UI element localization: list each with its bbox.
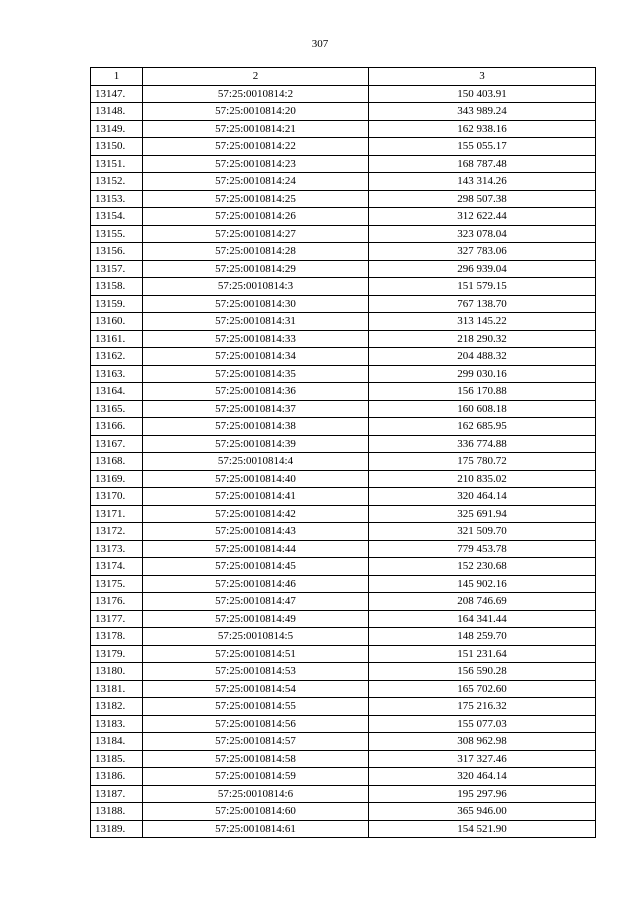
table-row: [91, 610, 596, 628]
cadastral-number-cell: 57:25:0010814:36: [143, 383, 369, 401]
row-number-cell: 13173.: [91, 540, 143, 558]
value-cell: 299 030.16: [369, 365, 596, 383]
value-cell: 313 145.22: [369, 313, 596, 331]
value-cell: 151 231.64: [369, 645, 596, 663]
table-body: [91, 85, 596, 838]
value-cell: 320 464.14: [369, 488, 596, 506]
table-row: [91, 260, 596, 278]
cadastral-number-cell: 57:25:0010814:46: [143, 575, 369, 593]
value-cell: 320 464.14: [369, 768, 596, 786]
table-row: [91, 85, 596, 103]
value-cell: 779 453.78: [369, 540, 596, 558]
row-number-cell: 13179.: [91, 645, 143, 663]
value-cell: 327 783.06: [369, 243, 596, 261]
table-row: [91, 593, 596, 611]
value-cell: 160 608.18: [369, 400, 596, 418]
table-row: [91, 680, 596, 698]
table-row: [91, 278, 596, 296]
cadastral-number-cell: 57:25:0010814:57: [143, 733, 369, 751]
row-number-cell: 13155.: [91, 225, 143, 243]
table-row: [91, 470, 596, 488]
cadastral-number-cell: 57:25:0010814:2: [143, 85, 369, 103]
row-number-cell: 13184.: [91, 733, 143, 751]
value-cell: 204 488.32: [369, 348, 596, 366]
table-row: [91, 313, 596, 331]
row-number-cell: 13165.: [91, 400, 143, 418]
value-cell: 143 314.26: [369, 173, 596, 191]
row-number-cell: 13188.: [91, 803, 143, 821]
table-row: [91, 768, 596, 786]
table-row: [91, 558, 596, 576]
cadastral-number-cell: 57:25:0010814:38: [143, 418, 369, 436]
row-number-cell: 13164.: [91, 383, 143, 401]
table-row: [91, 418, 596, 436]
row-number-cell: 13170.: [91, 488, 143, 506]
row-number-cell: 13172.: [91, 523, 143, 541]
table-row: [91, 488, 596, 506]
cadastral-number-cell: 57:25:0010814:44: [143, 540, 369, 558]
row-number-cell: 13183.: [91, 715, 143, 733]
row-number-cell: 13153.: [91, 190, 143, 208]
cadastral-number-cell: 57:25:0010814:58: [143, 750, 369, 768]
table-row: [91, 698, 596, 716]
row-number-cell: 13166.: [91, 418, 143, 436]
cadastral-number-cell: 57:25:0010814:40: [143, 470, 369, 488]
value-cell: 296 939.04: [369, 260, 596, 278]
row-number-cell: 13176.: [91, 593, 143, 611]
cadastral-number-cell: 57:25:0010814:5: [143, 628, 369, 646]
row-number-cell: 13187.: [91, 785, 143, 803]
cadastral-number-cell: 57:25:0010814:45: [143, 558, 369, 576]
table-row: [91, 173, 596, 191]
row-number-cell: 13162.: [91, 348, 143, 366]
value-cell: 321 509.70: [369, 523, 596, 541]
table-row: [91, 628, 596, 646]
row-number-cell: 13186.: [91, 768, 143, 786]
table-row: [91, 190, 596, 208]
cadastral-number-cell: 57:25:0010814:39: [143, 435, 369, 453]
row-number-cell: 13151.: [91, 155, 143, 173]
table-header-row: [91, 68, 596, 86]
value-cell: 323 078.04: [369, 225, 596, 243]
value-cell: 208 746.69: [369, 593, 596, 611]
table-row: [91, 383, 596, 401]
row-number-cell: 13159.: [91, 295, 143, 313]
table-header: [91, 68, 596, 86]
cadastral-number-cell: 57:25:0010814:47: [143, 593, 369, 611]
table-row: [91, 715, 596, 733]
row-number-cell: 13167.: [91, 435, 143, 453]
value-cell: 152 230.68: [369, 558, 596, 576]
row-number-cell: 13171.: [91, 505, 143, 523]
row-number-cell: 13169.: [91, 470, 143, 488]
table-row: [91, 663, 596, 681]
value-cell: 218 290.32: [369, 330, 596, 348]
cadastral-number-cell: 57:25:0010814:59: [143, 768, 369, 786]
table-row: [91, 155, 596, 173]
table-row: [91, 645, 596, 663]
table-row: [91, 750, 596, 768]
cadastral-number-cell: 57:25:0010814:61: [143, 820, 369, 838]
value-cell: 175 216.32: [369, 698, 596, 716]
row-number-cell: 13177.: [91, 610, 143, 628]
row-number-cell: 13154.: [91, 208, 143, 226]
data-table: [90, 67, 596, 838]
cadastral-number-cell: 57:25:0010814:51: [143, 645, 369, 663]
cadastral-number-cell: 57:25:0010814:60: [143, 803, 369, 821]
cadastral-number-cell: 57:25:0010814:31: [143, 313, 369, 331]
value-cell: 210 835.02: [369, 470, 596, 488]
column-header-1: 1: [91, 68, 143, 86]
cadastral-number-cell: 57:25:0010814:56: [143, 715, 369, 733]
row-number-cell: 13150.: [91, 138, 143, 156]
table-row: [91, 453, 596, 471]
table-row: [91, 330, 596, 348]
row-number-cell: 13161.: [91, 330, 143, 348]
value-cell: 308 962.98: [369, 733, 596, 751]
table-row: [91, 785, 596, 803]
row-number-cell: 13152.: [91, 173, 143, 191]
table-row: [91, 138, 596, 156]
cadastral-number-cell: 57:25:0010814:35: [143, 365, 369, 383]
cadastral-number-cell: 57:25:0010814:26: [143, 208, 369, 226]
cadastral-number-cell: 57:25:0010814:22: [143, 138, 369, 156]
table-row: [91, 820, 596, 838]
cadastral-number-cell: 57:25:0010814:29: [143, 260, 369, 278]
row-number-cell: 13189.: [91, 820, 143, 838]
row-number-cell: 13180.: [91, 663, 143, 681]
value-cell: 145 902.16: [369, 575, 596, 593]
cadastral-number-cell: 57:25:0010814:53: [143, 663, 369, 681]
row-number-cell: 13168.: [91, 453, 143, 471]
value-cell: 165 702.60: [369, 680, 596, 698]
cadastral-number-cell: 57:25:0010814:49: [143, 610, 369, 628]
cadastral-number-cell: 57:25:0010814:30: [143, 295, 369, 313]
value-cell: 154 521.90: [369, 820, 596, 838]
value-cell: 168 787.48: [369, 155, 596, 173]
value-cell: 150 403.91: [369, 85, 596, 103]
table-row: [91, 103, 596, 121]
value-cell: 175 780.72: [369, 453, 596, 471]
value-cell: 195 297.96: [369, 785, 596, 803]
cadastral-number-cell: 57:25:0010814:20: [143, 103, 369, 121]
value-cell: 156 590.28: [369, 663, 596, 681]
table-row: [91, 120, 596, 138]
table-row: [91, 733, 596, 751]
value-cell: 312 622.44: [369, 208, 596, 226]
table-row: [91, 208, 596, 226]
value-cell: 162 685.95: [369, 418, 596, 436]
value-cell: 343 989.24: [369, 103, 596, 121]
cadastral-number-cell: 57:25:0010814:43: [143, 523, 369, 541]
value-cell: 156 170.88: [369, 383, 596, 401]
column-header-2: 2: [143, 68, 369, 86]
table-row: [91, 435, 596, 453]
table-row: [91, 540, 596, 558]
cadastral-number-cell: 57:25:0010814:4: [143, 453, 369, 471]
cadastral-number-cell: 57:25:0010814:33: [143, 330, 369, 348]
value-cell: 155 055.17: [369, 138, 596, 156]
cadastral-number-cell: 57:25:0010814:54: [143, 680, 369, 698]
row-number-cell: 13147.: [91, 85, 143, 103]
cadastral-number-cell: 57:25:0010814:6: [143, 785, 369, 803]
cadastral-number-cell: 57:25:0010814:27: [143, 225, 369, 243]
value-cell: 298 507.38: [369, 190, 596, 208]
row-number-cell: 13160.: [91, 313, 143, 331]
cadastral-number-cell: 57:25:0010814:41: [143, 488, 369, 506]
cadastral-number-cell: 57:25:0010814:55: [143, 698, 369, 716]
row-number-cell: 13156.: [91, 243, 143, 261]
page-number: 307: [311, 38, 329, 50]
row-number-cell: 13148.: [91, 103, 143, 121]
cadastral-number-cell: 57:25:0010814:21: [143, 120, 369, 138]
cadastral-number-cell: 57:25:0010814:24: [143, 173, 369, 191]
cadastral-number-cell: 57:25:0010814:28: [143, 243, 369, 261]
table-row: [91, 575, 596, 593]
row-number-cell: 13181.: [91, 680, 143, 698]
cadastral-number-cell: 57:25:0010814:25: [143, 190, 369, 208]
value-cell: 164 341.44: [369, 610, 596, 628]
table-row: [91, 225, 596, 243]
row-number-cell: 13182.: [91, 698, 143, 716]
cadastral-number-cell: 57:25:0010814:34: [143, 348, 369, 366]
row-number-cell: 13175.: [91, 575, 143, 593]
table-row: [91, 523, 596, 541]
table-row: [91, 295, 596, 313]
row-number-cell: 13157.: [91, 260, 143, 278]
value-cell: 155 077.03: [369, 715, 596, 733]
cadastral-number-cell: 57:25:0010814:37: [143, 400, 369, 418]
table-row: [91, 505, 596, 523]
cadastral-number-cell: 57:25:0010814:3: [143, 278, 369, 296]
table-row: [91, 803, 596, 821]
value-cell: 151 579.15: [369, 278, 596, 296]
row-number-cell: 13178.: [91, 628, 143, 646]
row-number-cell: 13158.: [91, 278, 143, 296]
value-cell: 365 946.00: [369, 803, 596, 821]
value-cell: 767 138.70: [369, 295, 596, 313]
column-header-3: 3: [369, 68, 596, 86]
value-cell: 336 774.88: [369, 435, 596, 453]
table-row: [91, 365, 596, 383]
value-cell: 148 259.70: [369, 628, 596, 646]
value-cell: 162 938.16: [369, 120, 596, 138]
row-number-cell: 13174.: [91, 558, 143, 576]
row-number-cell: 13149.: [91, 120, 143, 138]
table-row: [91, 348, 596, 366]
value-cell: 317 327.46: [369, 750, 596, 768]
cadastral-number-cell: 57:25:0010814:42: [143, 505, 369, 523]
value-cell: 325 691.94: [369, 505, 596, 523]
table-row: [91, 243, 596, 261]
cadastral-number-cell: 57:25:0010814:23: [143, 155, 369, 173]
row-number-cell: 13163.: [91, 365, 143, 383]
table-row: [91, 400, 596, 418]
row-number-cell: 13185.: [91, 750, 143, 768]
